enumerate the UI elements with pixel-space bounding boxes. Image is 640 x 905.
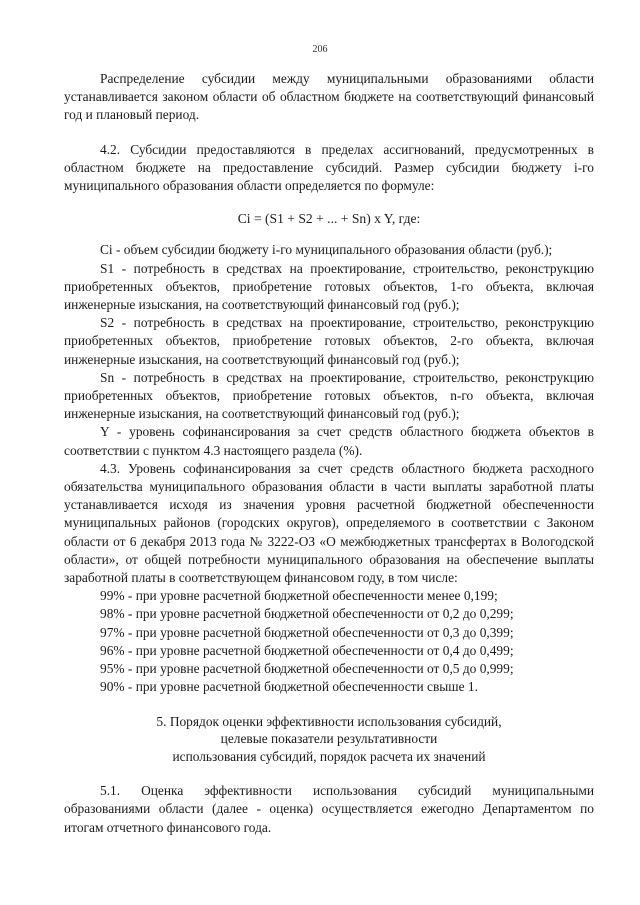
page-number: 206	[312, 44, 328, 55]
paragraph-5-1: 5.1. Оценка эффективности использования субсидий муниципальными образованиями области (далее - оценка) осуществляется ежегодно Департаментом по итогам отчетного финансового года.	[64, 783, 594, 835]
section-5-title-line-2: целевые показатели результативности	[220, 731, 438, 747]
subsidy-formula: Ci = (S1 + S2 + ... + Sn) x Y, где:	[237, 211, 421, 227]
definition-sn: Sn - потребность в средствах на проектирование, строительство, реконструкцию приобретенных объектов, приобретение готовых объектов, n-го объекта, включая инженерные изыскания, на соответствующий финансовый год (руб.);	[64, 369, 594, 422]
definition-ci: Ci - объем субсидии бюджету i-го муниципального образования области (руб.);	[100, 242, 553, 258]
section-5-title-line-1: 5. Порядок оценки эффективности использования субсидий,	[156, 713, 502, 729]
section-5-title-line-3: использования субсидий, порядок расчета их значений	[172, 748, 486, 764]
definition-s1: S1 - потребность в средствах на проектирование, строительство, реконструкцию приобретенных объектов, приобретение готовых объектов, 1-го объекта, включая инженерные изыскания, на соответствующий финансовый год (руб.);	[64, 260, 594, 313]
paragraph-4-2: 4.2. Субсидии предоставляются в пределах ассигнований, предусмотренных в областном бюджете на предоставление субсидий. Размер субсидии бюджету i-го муниципального образования области определяется по формуле:	[64, 141, 594, 194]
cofinancing-level-item: 98% - при уровне расчетной бюджетной обеспеченности от 0,2 до 0,299;	[100, 606, 514, 622]
definition-y: Y - уровень софинансирования за счет средств областного бюджета объектов в соответствии с пунктом 4.3 настоящего раздела (%).	[64, 424, 594, 458]
cofinancing-level-item: 95% - при уровне расчетной бюджетной обеспеченности от 0,5 до 0,999;	[100, 661, 514, 677]
cofinancing-level-item: 97% - при уровне расчетной бюджетной обеспеченности от 0,3 до 0,399;	[100, 624, 514, 640]
cofinancing-level-item: 90% - при уровне расчетной бюджетной обеспеченности свыше 1.	[100, 679, 478, 695]
cofinancing-level-item: 96% - при уровне расчетной бюджетной обеспеченности от 0,4 до 0,499;	[100, 642, 514, 658]
document-body	[64, 70, 594, 837]
paragraph-distribution: Распределение субсидии между муниципальными образованиями области устанавливается законом области об областном бюджете на соответствующий финансовый год и плановый период.	[64, 71, 594, 123]
cofinancing-level-item: 99% - при уровне расчетной бюджетной обеспеченности менее 0,199;	[100, 588, 498, 604]
section-5-title	[64, 713, 594, 766]
definition-s2: S2 - потребность в средствах на проектирование, строительство, реконструкцию приобретенных объектов, приобретение готовых объектов, 2-го объекта, включая инженерные изыскания, на соответствующий финансовый год (руб.);	[64, 315, 594, 367]
paragraph-4-3: 4.3. Уровень софинансирования за счет средств областного бюджета расходного обязательства муниципального образования области в части выплаты заработной платы устанавливается исходя из значения уровня расчетной бюджетной обеспеченности муниципальных районов (городских округов), определяемого в соответствии с Законом области от 6 декабря 2013 года № 3222-ОЗ «О межбюджетных трансфертах в Вологодской области», от общей потребности муниципального образования на обеспечение выплаты заработной платы в соответствующем финансовом году, в том числе:	[64, 460, 594, 586]
